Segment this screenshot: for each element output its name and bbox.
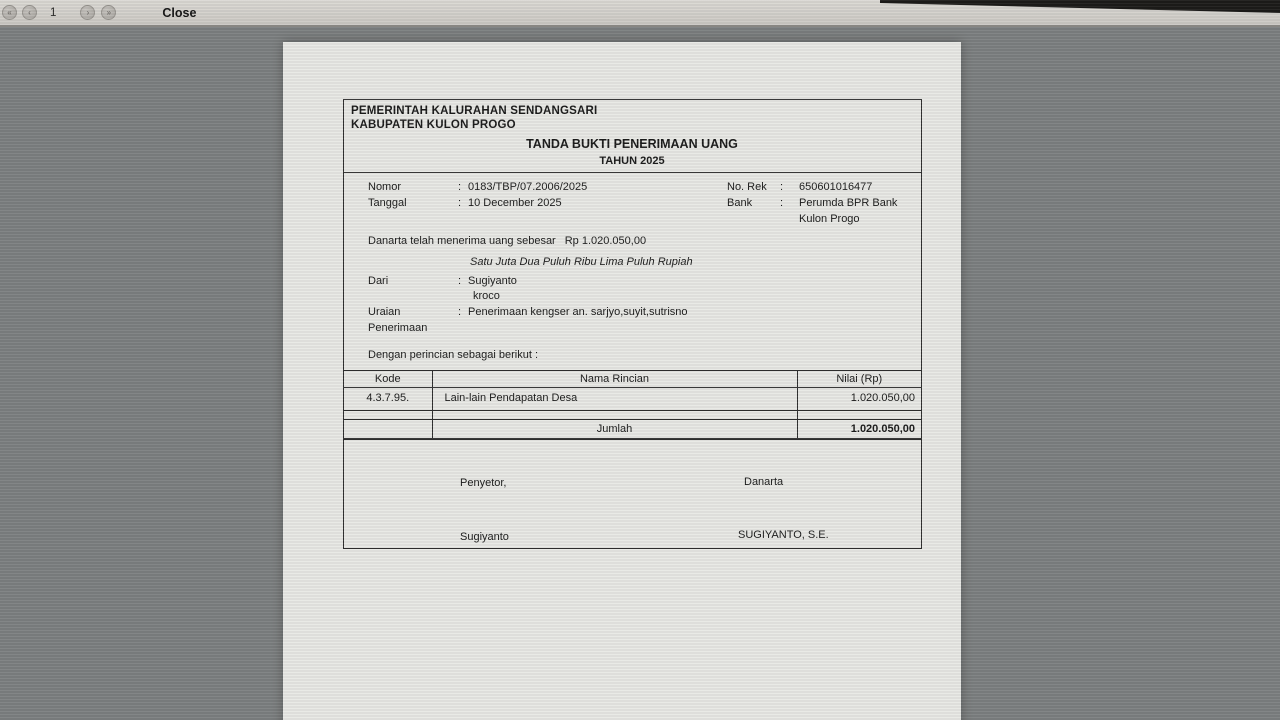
table-row xyxy=(344,388,921,411)
amount-in-words: Satu Juta Dua Puluh Ribu Lima Puluh Rupiah xyxy=(470,256,693,268)
signature-section xyxy=(344,440,921,548)
nomor-value: 0183/TBP/07.2006/2025 xyxy=(468,181,588,193)
signature-right-role: Danarta xyxy=(744,475,784,488)
next-page-button[interactable] xyxy=(80,5,95,20)
nomor-row xyxy=(368,179,727,195)
bank-value: Perumda BPR Bank Kulon Progo xyxy=(799,197,898,225)
signature-right-name: SUGIYANTO, S.E. xyxy=(738,528,829,541)
uraian-row xyxy=(368,304,911,336)
signature-left-role: Penyetor, xyxy=(460,476,507,489)
header-kode: Kode xyxy=(344,371,432,388)
colon: : xyxy=(458,306,462,318)
no-rek-value: 650601016477 xyxy=(799,181,873,193)
cell-nilai: 1.020.050,00 xyxy=(797,388,921,411)
colon: : xyxy=(780,197,784,209)
nomor-label: Nomor xyxy=(368,181,402,193)
no-rek-row xyxy=(727,179,911,195)
perincian-intro: Dengan perincian sebagai berikut : xyxy=(368,349,539,361)
previous-page-icon: ‹ xyxy=(28,7,31,17)
dari-value: Sugiyanto xyxy=(468,275,517,287)
uraian-label: Uraian Penerimaan xyxy=(368,306,428,334)
amount-label: Danarta telah menerima uang sebesar xyxy=(368,235,556,247)
total-label: Jumlah xyxy=(432,420,797,439)
colon: : xyxy=(780,181,784,193)
tanggal-row xyxy=(368,195,727,211)
receipt-document xyxy=(343,99,922,549)
total-value: 1.020.050,00 xyxy=(797,420,921,439)
cell-kode: 4.3.7.95. xyxy=(344,388,432,411)
receipt-header xyxy=(344,100,921,173)
dari-row xyxy=(368,273,911,289)
header-nama-rincian: Nama Rincian xyxy=(432,371,797,388)
org-name-line2: KABUPATEN KULON PROGO xyxy=(351,118,516,131)
amount-row xyxy=(368,234,911,249)
signature-left-name: Sugiyanto xyxy=(460,530,509,543)
colon: : xyxy=(458,197,462,209)
next-page-icon: › xyxy=(86,7,90,17)
receipt-year: TAHUN 2025 xyxy=(599,155,665,167)
tanggal-label: Tanggal xyxy=(368,197,407,209)
colon: : xyxy=(458,275,462,287)
colon: : xyxy=(458,181,462,193)
receipt-title: TANDA BUKTI PENERIMAAN UANG xyxy=(526,137,738,151)
close-button[interactable]: Close xyxy=(162,5,197,20)
org-name-line1: PEMERINTAH KALURAHAN SENDANGSARI xyxy=(351,105,598,117)
tanggal-value: 10 December 2025 xyxy=(468,197,562,209)
report-page xyxy=(283,42,961,720)
bank-row xyxy=(727,195,911,227)
previous-page-button[interactable] xyxy=(22,5,37,20)
last-page-icon: » xyxy=(106,7,112,17)
table-total-row xyxy=(344,420,921,439)
last-page-button[interactable] xyxy=(101,5,116,20)
dari-value-line2: kroco xyxy=(473,290,500,302)
page-number: 1 xyxy=(50,6,57,19)
first-page-button[interactable] xyxy=(2,5,17,20)
bank-label: Bank xyxy=(727,197,753,209)
table-spacer-row xyxy=(344,411,921,420)
uraian-value: Penerimaan kengser an. sarjyo,suyit,sutrisno xyxy=(468,306,688,318)
first-page-icon: « xyxy=(7,7,12,17)
dari-label: Dari xyxy=(368,275,389,287)
amount-value: Rp 1.020.050,00 xyxy=(564,235,647,247)
table-header-row xyxy=(344,371,921,388)
cell-nama-rincian: Lain-lain Pendapatan Desa xyxy=(432,388,797,411)
header-nilai: Nilai (Rp) xyxy=(797,371,921,388)
receipt-info xyxy=(344,173,921,363)
no-rek-label: No. Rek xyxy=(727,181,767,193)
detail-table xyxy=(344,370,921,440)
